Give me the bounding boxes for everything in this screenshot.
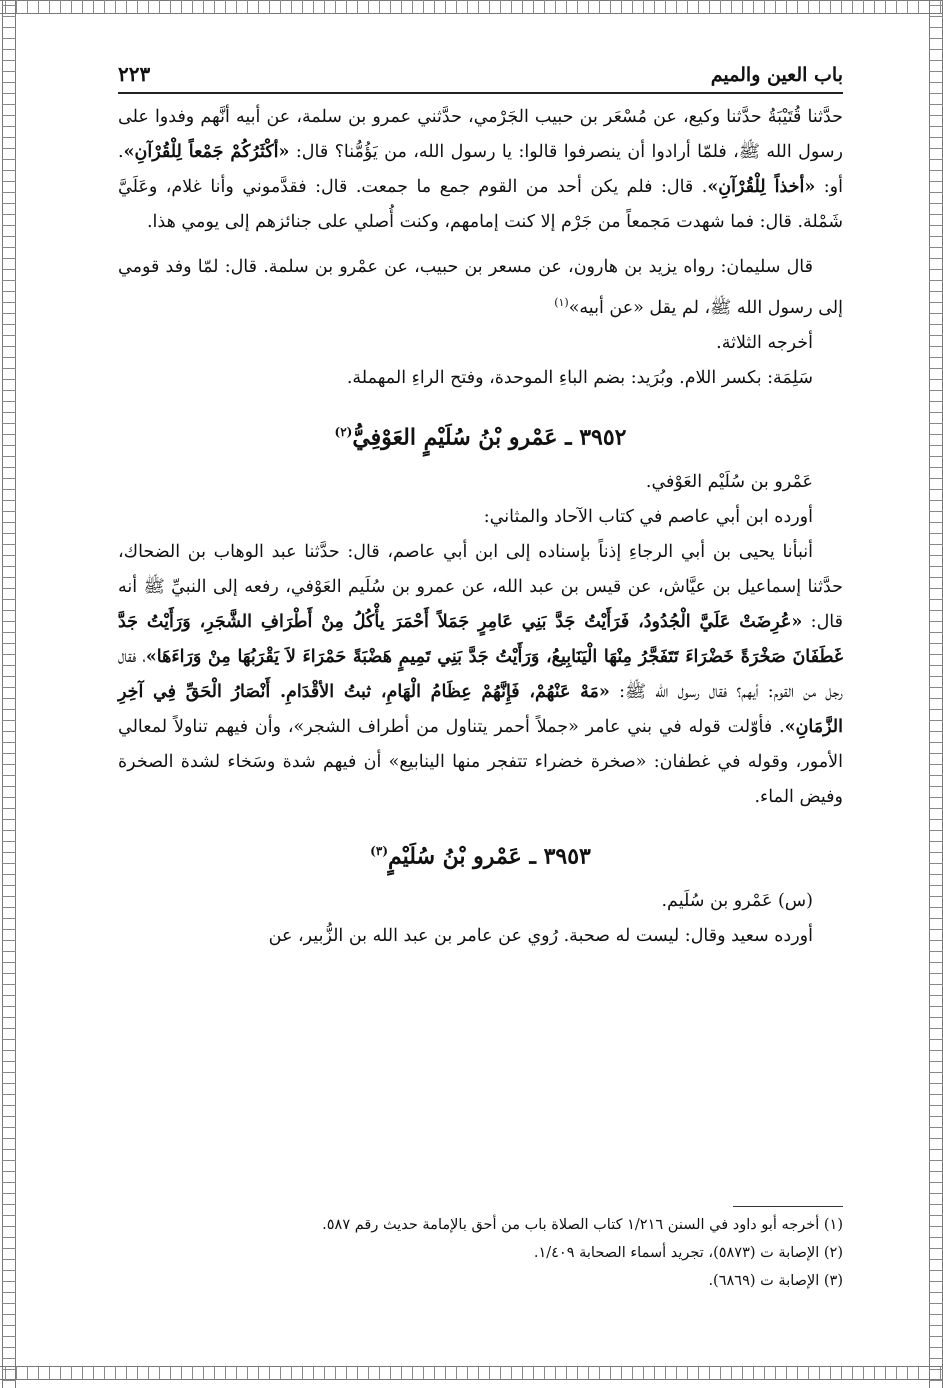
chapter-title: باب العين والميم bbox=[710, 64, 843, 86]
entry-heading-text: ٣٩٥٢ ـ عَمْرو بْنُ سُلَيْمٍ العَوْفِيُّ bbox=[352, 424, 627, 451]
right-ornamental-border bbox=[929, 0, 943, 1388]
footnote: (١) أخرجه أبو داود في السنن ١/٢١٦ كتاب الصلاة باب من أحق بالإمامة حديث رقم ٥٨٧. bbox=[322, 1217, 843, 1233]
prophetic-quote: «أكْثَرُكُمْ جَمْعاً لِلْقُرْآنِ» bbox=[123, 142, 290, 162]
bottom-ornamental-border bbox=[0, 1366, 943, 1380]
footnote: (٢) الإصابة ت (٥٨٧٣)، تجريد أسماء الصحابة ١/٤٠٩. bbox=[533, 1245, 843, 1261]
entry-heading bbox=[118, 410, 843, 459]
orthography-note: سَلِمَة: بكسر اللام. وبُرَيد: بضم الباءِ الموحدة، وفتح الراءِ المهملة. bbox=[346, 367, 813, 388]
top-ornamental-border bbox=[0, 0, 943, 14]
left-ornamental-border bbox=[2, 0, 16, 1388]
text-run: حدَّثنا قُتَيْبَةُ حدَّثنا وكيع، عن مُسْعَر بن حبيب الجَرْمي، حدَّثني عمرو بن سلمة، عن أبيه أنَّهم وفدوا على رسول الله ﷺ، فلمّا أرادوا أن ينصرفوا قالوا: يا رسول الله، من يَؤُمُّنا؟ قال: bbox=[118, 107, 843, 162]
entry-source: أورده ابن أبي عاصم في كتاب الآحاد والمثاني: bbox=[483, 507, 813, 528]
text-run: . أو: bbox=[118, 142, 843, 197]
prophetic-quote: «أخذاً لِلْقُرْآنِ» bbox=[707, 177, 816, 197]
running-header bbox=[118, 58, 843, 94]
entry-heading bbox=[118, 829, 843, 878]
page-number: ٢٢٣ bbox=[118, 62, 151, 86]
footnote-marker: (١) bbox=[554, 296, 569, 309]
entry-heading-text: ٣٩٥٣ ـ عَمْرو بْنُ سُلَيْمٍ bbox=[388, 843, 591, 870]
footnote-marker: (٢) bbox=[334, 424, 353, 439]
entry-source: أورده سعيد وقال: ليست له صحبة. رُوي عن عامر بن عبد الله بن الزُّبير، عن bbox=[268, 926, 813, 947]
text-run: قال سليمان: رواه يزيد بن هارون، عن مسعر بن حبيب، عن عمْرو بن سلمة. قال: لمّا وفد قومي إلى رسول الله ﷺ، لم يقل «عن أبيه» bbox=[118, 257, 843, 318]
hadith-paragraph bbox=[118, 100, 843, 240]
footnotes bbox=[118, 1206, 843, 1295]
text-run: . قال: فلم يكن أحد من القوم جمع ما جمعت. قال: فقدَّموني وأنا غلام، وعَلَيَّ شَمْلة. قال: فما شهدت مَجمعاً من جَرْم إلا كنت إمامهم، وكنت أُصلي على جنائزهم إلى يومي هذا. bbox=[118, 177, 843, 232]
text-run: أنبأنا يحيى بن أبي الرجاءِ إذناً بإسناده إلى ابن أبي عاصم، قال: حدَّثنا عبد الوهاب بن الضحاك، حدَّثنا إسماعيل بن عيَّاش، عن قيس بن عبد الله، عن عمرو بن سُلَيم العَوْفي، رفعه إلى النبيِّ ﷺ أنه قال: bbox=[118, 542, 843, 633]
source-note: أخرجه الثلاثة. bbox=[716, 332, 813, 353]
text-run: . فأوّلت قوله في بني عامر «جملاً أحمر يتناول من أطراف الشجر»، وأن فيهم تناولاً لمعالي الأمور، وقوله في غطفان: «صخرة خضراء تتفجر منها الينابيع» أن فيهم شدة وسَخاء لشدة الصخرة وفيض الماء. bbox=[118, 717, 843, 808]
footnote-marker: (٣) bbox=[370, 844, 388, 859]
text-run: ، فقال رجل من القوم: أيهم؟ فقال رسول الله ﷺ: bbox=[118, 647, 843, 703]
narration-paragraph bbox=[118, 250, 843, 326]
entry-name: عَمْرو بن سُلَيْم العَوْفي. bbox=[645, 472, 813, 493]
page-body bbox=[118, 58, 843, 954]
entry-name: (س) عَمْرو بن سُلَيم. bbox=[661, 891, 813, 912]
footnote: (٣) الإصابة ت (٦٨٦٩). bbox=[708, 1273, 843, 1289]
prophetic-quote: «مَهْ عَنْهُمْ، فَإِنَّهُمْ عِظَامُ الْهَامِ، ثبتُ الأقْدَامِ. أَنْصَارُ الْحَقِّ فِي آخِرِ الزَّمَانِ» bbox=[118, 682, 843, 738]
footnote-rule bbox=[733, 1206, 843, 1207]
prophetic-quote: «عُرِضَتْ عَلَيَّ الْجُدُودُ، فَرَأَيْتُ جَدَّ بَنِي عَامِرٍ جَمَلاً أَحْمَرَ يأْكُلُ مِنْ أَطْرَافِ الشَّجَرِ، وَرَأَيْتُ جَدَّ غَطَفَانَ صَخْرَةً خَضْرَاءَ تَتَفَجَّرُ مِنْهَا الْيَنَابِيعُ، وَرَأَيْتُ جَدَّ بَنِي تَمِيمٍ هَضْبَةً حَمْرَاءَ لاَ يَقْرَبُهَا مِنْ وَرَاءَهَا» bbox=[118, 612, 844, 668]
hadith-paragraph bbox=[118, 535, 843, 815]
